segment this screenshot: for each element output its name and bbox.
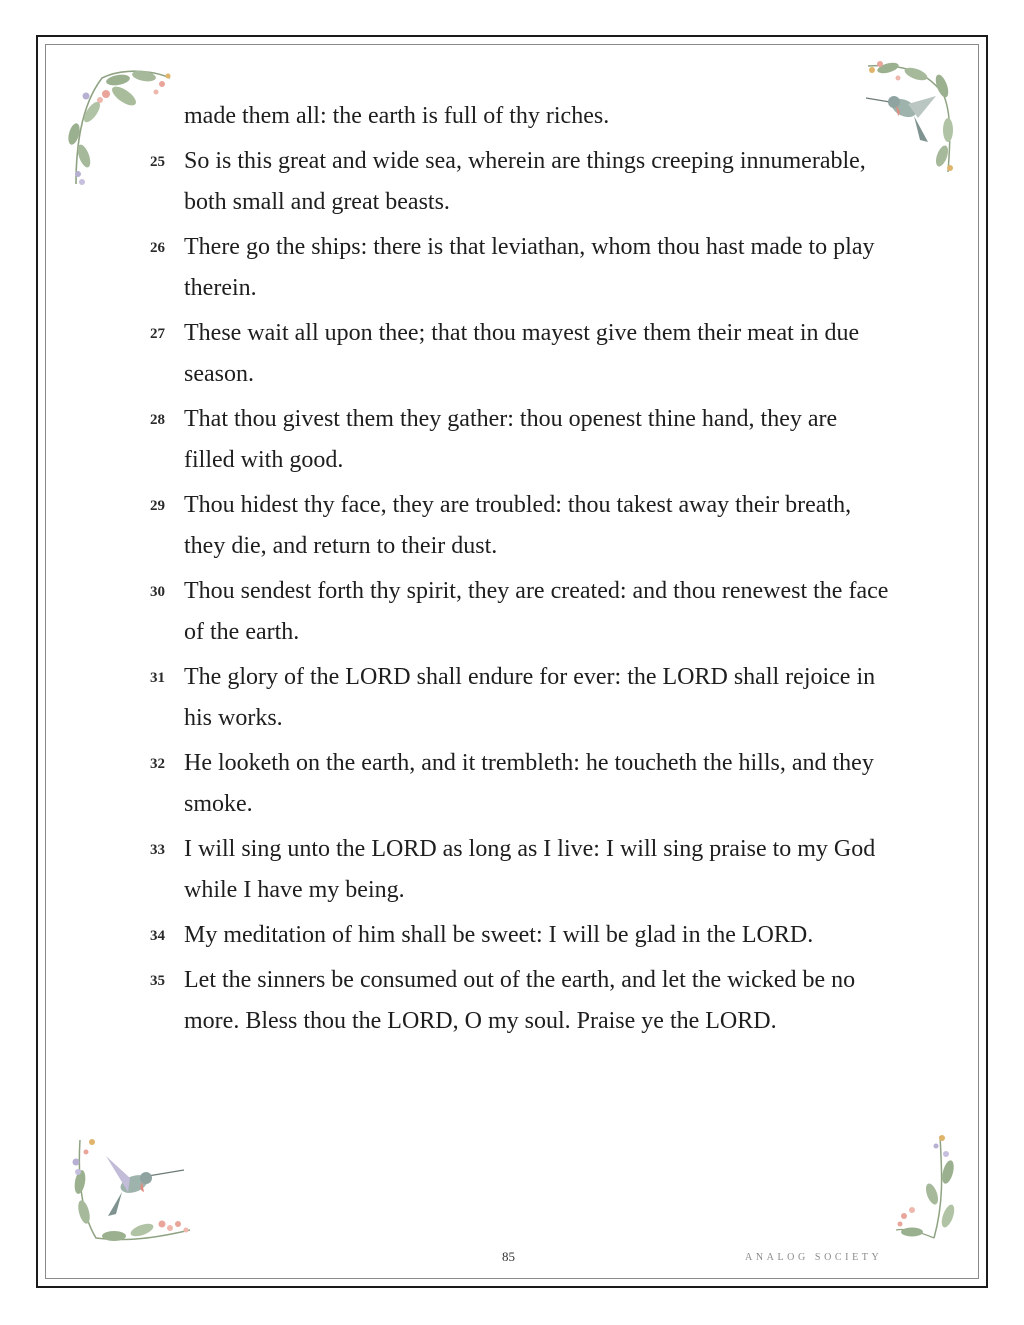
verse-text: He looketh on the earth, and it trembleth: he toucheth the hills, and they smoke. <box>184 750 874 817</box>
verse-35 <box>130 960 890 1042</box>
verse-30 <box>130 571 890 653</box>
verse-text: My meditation of him shall be sweet: I will be glad in the LORD. <box>184 922 814 948</box>
verse-text: made them all: the earth is full of thy riches. <box>184 103 610 129</box>
verse-31 <box>130 657 890 739</box>
verse-34 <box>130 915 890 956</box>
page-number: 85 <box>502 1249 515 1264</box>
verse-number: 33 <box>150 842 165 858</box>
verse-29 <box>130 485 890 567</box>
verse-text: The glory of the LORD shall endure for ever: the LORD shall rejoice in his works. <box>184 664 876 731</box>
verse-27 <box>130 313 890 395</box>
verse-list <box>130 96 890 1046</box>
verse-32 <box>130 743 890 825</box>
verse-number: 28 <box>150 412 165 428</box>
verse-number: 25 <box>150 154 165 170</box>
verse-text: That thou givest them they gather: thou openest thine hand, they are filled with good. <box>184 406 838 473</box>
verse-text: I will sing unto the LORD as long as I live: I will sing praise to my God while I have my being. <box>184 836 876 903</box>
verse-continuation <box>130 96 890 137</box>
verse-text: Thou sendest forth thy spirit, they are created: and thou renewest the face of the earth. <box>184 578 889 645</box>
verse-text: Let the sinners be consumed out of the earth, and let the wicked be no more. Bless thou the LORD, O my soul. Praise ye the LORD. <box>184 967 856 1034</box>
verse-26 <box>130 227 890 309</box>
verse-33 <box>130 829 890 911</box>
verse-text: Thou hidest thy face, they are troubled: thou takest away their breath, they die, and return to their dust. <box>184 492 852 559</box>
verse-number: 26 <box>150 240 165 256</box>
hummingbird-floral-corner-bottom-left <box>66 1132 196 1247</box>
verse-text: These wait all upon thee; that thou mayest give them their meat in due season. <box>184 320 860 387</box>
verse-text: So is this great and wide sea, wherein are things creeping innumerable, both small and great beasts. <box>184 148 866 215</box>
floral-corner-bottom-right <box>890 1132 962 1244</box>
verse-28 <box>130 399 890 481</box>
verse-25 <box>130 141 890 223</box>
verse-number: 32 <box>150 756 165 772</box>
brand-footer: ANALOG SOCIETY <box>745 1252 883 1263</box>
verse-number: 31 <box>150 670 165 686</box>
verse-number: 29 <box>150 498 165 514</box>
verse-number: 34 <box>150 928 165 944</box>
verse-text: There go the ships: there is that leviathan, whom thou hast made to play therein. <box>184 234 875 301</box>
verse-number: 30 <box>150 584 165 600</box>
verse-number: 35 <box>150 973 165 989</box>
verse-number: 27 <box>150 326 165 342</box>
